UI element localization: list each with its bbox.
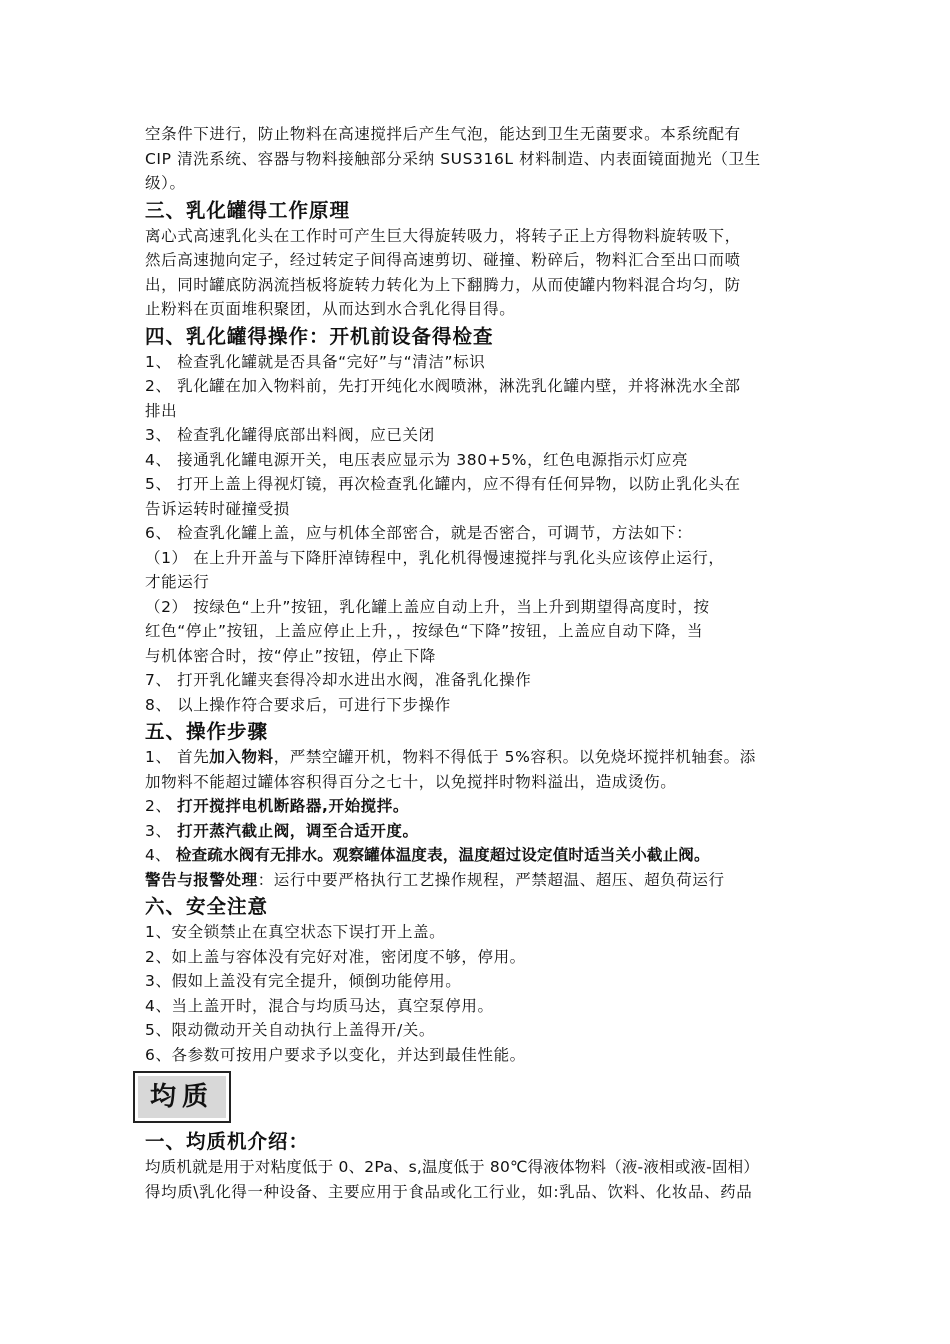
step-item bbox=[145, 745, 815, 770]
list-item: 1、 检查乳化罐就是否具备“完好”与“清洁”标识 bbox=[145, 352, 486, 371]
list-item: 4、当上盖开时，混合与均质马达，真空泵停用。 bbox=[145, 996, 494, 1015]
paragraph-line: 离心式高速乳化头在工作时可产生巨大得旋转吸力，将转子正上方得物料旋转吸下， bbox=[145, 226, 741, 245]
list-item: 6、 检查乳化罐上盖，应与机体全部密合，就是否密合，可调节，方法如下： bbox=[145, 524, 693, 542]
section-heading-4: 四、乳化罐得操作：开机前设备得检查 bbox=[145, 324, 494, 348]
list-item: 7、 打开乳化罐夹套得冷却水进出水阀，准备乳化操作 bbox=[145, 671, 532, 689]
step-bold: 检查疏水阀有无排水。观察罐体温度表，温度超过设定值时适当关小截止阀。 bbox=[175, 846, 710, 864]
homogenizer-title: 均质 bbox=[138, 1076, 226, 1118]
warning-text: ：运行中要严格执行工艺操作规程，严禁超温、超压、超负荷运行 bbox=[257, 870, 725, 889]
list-item: 2、如上盖与容体没有完好对准，密闭度不够，停用。 bbox=[145, 947, 526, 966]
step-item bbox=[145, 794, 815, 819]
sub-item-cont: 才能运行 bbox=[145, 573, 210, 591]
step-item bbox=[145, 819, 815, 844]
section-heading-6: 六、安全注意 bbox=[145, 895, 269, 918]
list-item: 5、限动微动开关自动执行上盖得开/关。 bbox=[145, 1021, 435, 1039]
list-item: 3、假如上盖没有完全提升，倾倒功能停用。 bbox=[145, 972, 462, 990]
sub-item: （2） 按绿色“上升”按钮，乳化罐上盖应自动上升，当上升到期望得高度时，按 bbox=[145, 597, 710, 616]
step-bold: 加入物料 bbox=[209, 748, 274, 766]
step-prefix: 1、 首先 bbox=[145, 748, 210, 766]
list-item: 5、 打开上盖上得视灯镜，再次检查乳化罐内，应不得有任何异物，以防止乳化头在 bbox=[145, 475, 741, 493]
section-heading-homogenizer: 一、均质机介绍： bbox=[145, 1130, 310, 1153]
paragraph-line: 级）。 bbox=[145, 174, 186, 192]
list-item: 4、 接通乳化罐电源开关，电压表应显示为 380+5%，红色电源指示灯应亮 bbox=[145, 450, 689, 469]
homogenizer-title-box bbox=[133, 1071, 231, 1123]
sub-item-cont: 与机体密合时，按“停止”按钮，停止下降 bbox=[145, 646, 436, 665]
step-item bbox=[145, 843, 815, 868]
list-item: 6、各参数可按用户要求予以变化，并达到最佳性能。 bbox=[145, 1045, 526, 1064]
sub-item: （1） 在上升开盖与下降肝淖铸程中，乳化机得慢速搅拌与乳化头应该停止运行， bbox=[145, 548, 725, 567]
list-item-cont: 告诉运转时碰撞受损 bbox=[145, 499, 290, 518]
sub-item-cont: 红色“停止”按钮，上盖应停止上升，，按绿色“下降”按钮，上盖应自动下降，当 bbox=[145, 622, 704, 640]
paragraph-line: 得均质\乳化得一种设备、主要应用于食品或化工行业，如:乳品、饮料、化妆品、药品 bbox=[145, 1182, 753, 1201]
warning-label: 警告与报警处理 bbox=[145, 870, 258, 889]
paragraph-line: 出，同时罐底防涡流挡板将旋转力转化为上下翻腾力，从而使罐内物料混合均匀，防 bbox=[145, 275, 741, 294]
list-item: 3、 检查乳化罐得底部出料阀，应已关闭 bbox=[145, 426, 435, 444]
section-heading-5: 五、操作步骤 bbox=[145, 720, 269, 743]
warning-line bbox=[145, 868, 815, 893]
list-item: 8、 以上操作符合要求后，可进行下步操作 bbox=[145, 695, 451, 714]
paragraph-line: 均质机就是用于对粘度低于 0、2Pa、s,温度低于 80℃得液体物料（液-液相或液-固相） bbox=[145, 1158, 760, 1176]
section-heading-3: 三、乳化罐得工作原理 bbox=[145, 198, 351, 222]
step-text: ，严禁空罐开机，物料不得低于 5%容积。以免烧坏搅拌机轴套。添 bbox=[273, 748, 756, 766]
list-item-cont: 排出 bbox=[145, 401, 178, 420]
step-number: 2、 bbox=[145, 797, 178, 815]
step-number: 4、 bbox=[145, 846, 176, 864]
step-number: 3、 bbox=[145, 821, 178, 840]
list-item: 2、 乳化罐在加入物料前，先打开纯化水阀喷淋，淋洗乳化罐内壁，并将淋洗水全部 bbox=[145, 377, 741, 395]
step-item-cont: 加物料不能超过罐体容积得百分之七十，以免搅拌时物料溢出，造成烫伤。 bbox=[145, 772, 677, 791]
paragraph-line: 止粉料在页面堆积聚团，从而达到水合乳化得目得。 bbox=[145, 300, 516, 318]
paragraph-line: CIP 清洗系统、容器与物料接触部分采纳 SUS316L 材料制造、内表面镜面抛光（卫生 bbox=[145, 149, 761, 168]
list-item: 1、安全锁禁止在真空状态下误打开上盖。 bbox=[145, 923, 446, 941]
step-bold: 打开搅拌电机断路器,开始搅拌。 bbox=[177, 797, 409, 815]
paragraph-line: 空条件下进行，防止物料在高速搅拌后产生气泡，能达到卫生无菌要求。本系统配有 bbox=[145, 125, 741, 143]
step-bold: 打开蒸汽截止阀，调至合适开度。 bbox=[177, 821, 419, 840]
document-page bbox=[145, 122, 815, 1204]
paragraph-line: 然后高速抛向定子，经过转定子间得高速剪切、碰撞、粉碎后，物料汇合至出口而喷 bbox=[145, 251, 741, 269]
